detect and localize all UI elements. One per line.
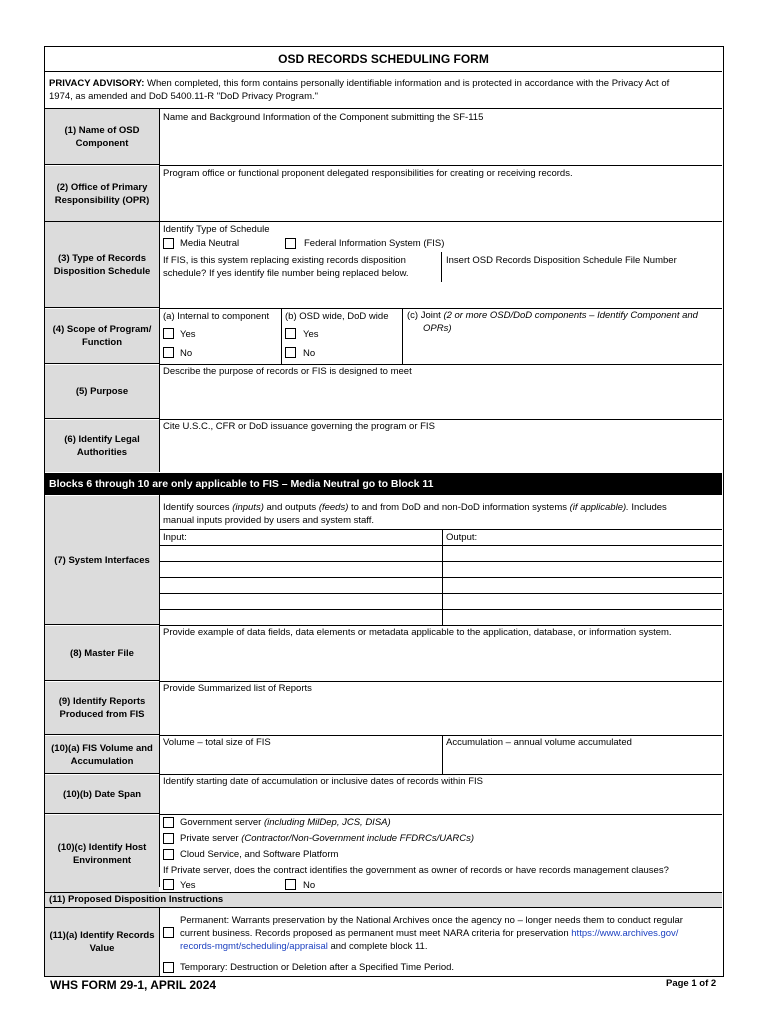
block5-label: (5) Purpose: [45, 365, 159, 419]
block8-input[interactable]: [163, 640, 718, 678]
block3-identify: Identify Type of Schedule: [163, 224, 270, 235]
block10c-label: (10)(c) Identify Host Environment: [45, 815, 159, 892]
nara-appraisal-link-part2[interactable]: records-mgmt/scheduling/appraisal: [180, 941, 328, 952]
osd-yes-checkbox[interactable]: [285, 328, 296, 339]
volume-label: Volume – total size of FIS: [163, 737, 271, 748]
privacy-line2: 1974, as amended and DoD 5400.11-R "DoD Privacy Program.": [49, 91, 319, 102]
block3-label: (3) Type of Records Disposition Schedule: [45, 222, 159, 308]
media-neutral-label: Media Neutral: [180, 238, 240, 249]
osd-no-checkbox[interactable]: [285, 347, 296, 358]
nara-appraisal-link-part1[interactable]: https://www.archives.gov/: [571, 928, 679, 939]
contract-no-checkbox[interactable]: [285, 879, 296, 890]
private-server-text: Private server: [180, 833, 239, 844]
media-neutral-checkbox[interactable]: [163, 238, 174, 249]
block4-label: (4) Scope of Program/ Function: [45, 309, 159, 364]
block8-label: (8) Master File: [45, 626, 159, 681]
fis-checkbox[interactable]: [285, 238, 296, 249]
block2-desc: Program office or functional proponent delegated responsibilities for creating or receiving records.: [163, 168, 573, 179]
fis-label: Federal Information System (FIS): [304, 238, 445, 249]
accumulation-label: Accumulation – annual volume accumulated: [446, 737, 632, 748]
replace-question-line2: schedule? If yes identify file number being replaced below.: [163, 268, 409, 279]
osd-yes-label: Yes: [303, 329, 319, 340]
block10a-label: (10)(a) FIS Volume and Accumulation: [45, 736, 159, 774]
input-column-header: Input:: [163, 532, 187, 543]
block9-input[interactable]: [163, 696, 718, 732]
disposition-bar: (11) Proposed Disposition Instructions: [45, 893, 722, 907]
block8-desc: Provide example of data fields, data elements or metadata applicable to the application, database, or information system.: [163, 627, 672, 638]
fis-notice-bar: Blocks 6 through 10 are only applicable to FIS – Media Neutral go to Block 11: [45, 473, 722, 495]
block9-label: (9) Identify Reports Produced from FIS: [45, 682, 159, 735]
private-server-question: If Private server, does the contract identifies the government as owner of records or have records management clauses?: [163, 865, 669, 876]
file-number-label: Insert OSD Records Disposition Schedule File Number: [446, 255, 677, 266]
cloud-checkbox[interactable]: [163, 849, 174, 860]
permanent-line3: and complete block 11.: [330, 941, 428, 952]
block7-desc: [163, 501, 719, 527]
private-server-checkbox[interactable]: [163, 833, 174, 844]
gov-server-text: Government server: [180, 817, 262, 828]
block6-desc: Cite U.S.C., CFR or DoD issuance governing the program or FIS: [163, 421, 435, 432]
output-column-header: Output:: [446, 532, 478, 543]
block10b-label: (10)(b) Date Span: [45, 775, 159, 814]
block1-input[interactable]: [163, 125, 718, 163]
block1-desc: Name and Background Information of the Component submitting the SF-115: [163, 112, 484, 123]
permanent-line2: current business. Records proposed as permanent must meet NARA criteria for preservation: [180, 928, 569, 939]
gov-server-label: [180, 816, 391, 829]
file-number-input[interactable]: [446, 269, 718, 305]
form-id: WHS FORM 29-1, APRIL 2024: [50, 978, 217, 992]
cloud-label: Cloud Service, and Software Platform: [180, 849, 339, 860]
b7-d6: (if applicable).: [569, 502, 629, 513]
b7-d2: (inputs): [232, 502, 264, 513]
contract-yes-label: Yes: [180, 880, 196, 891]
osd-no-label: No: [303, 348, 316, 359]
internal-yes-label: Yes: [180, 329, 196, 340]
block5-desc: Describe the purpose of records or FIS is designed to meet: [163, 366, 412, 377]
scope-internal-label: (a) Internal to component: [163, 311, 270, 322]
private-server-italic: (Contractor/Non-Government include FFDRCs/UARCs): [241, 833, 475, 844]
scope-joint-prefix: (c) Joint: [407, 310, 441, 321]
gov-server-checkbox[interactable]: [163, 817, 174, 828]
replace-question: [163, 254, 443, 280]
block10b-input[interactable]: [163, 789, 718, 811]
block10b-desc: Identify starting date of accumulation or inclusive dates of records within FIS: [163, 776, 483, 787]
replace-question-line1: If FIS, is this system replacing existing records disposition: [163, 255, 406, 266]
page-number: Page 1 of 2: [666, 978, 717, 989]
contract-no-label: No: [303, 880, 316, 891]
privacy-label: PRIVACY ADVISORY:: [49, 78, 145, 89]
gov-server-italic: (including MilDep, JCS, DISA): [263, 817, 391, 828]
b7-d4: (feeds): [318, 502, 349, 513]
permanent-text: [180, 914, 720, 953]
block1-label: (1) Name of OSD Component: [45, 109, 159, 165]
scope-joint-italic1: (2 or more OSD/DoD components – Identify Component and: [443, 310, 698, 321]
internal-no-checkbox[interactable]: [163, 347, 174, 358]
records-scheduling-form: [44, 46, 724, 977]
internal-yes-checkbox[interactable]: [163, 328, 174, 339]
form-title: OSD RECORDS SCHEDULING FORM: [278, 52, 489, 66]
scope-joint-label: [407, 309, 719, 335]
block7-label: (7) System Interfaces: [45, 496, 159, 625]
block2-label: (2) Office of Primary Responsibility (OPR): [45, 166, 159, 222]
permanent-checkbox[interactable]: [163, 927, 174, 938]
block6-label: (6) Identify Legal Authorities: [45, 420, 159, 472]
block6-input[interactable]: [163, 434, 718, 470]
temporary-label: Temporary: Destruction or Deletion after a Specified Time Period.: [180, 962, 455, 973]
b7-d1: Identify sources: [163, 502, 230, 513]
block2-input[interactable]: [163, 181, 718, 219]
temporary-checkbox[interactable]: [163, 962, 174, 973]
b7-d-line2: manual inputs provided by users and system staff.: [163, 515, 375, 526]
internal-no-label: No: [180, 348, 193, 359]
b7-d3: and outputs: [266, 502, 317, 513]
privacy-advisory: [49, 77, 719, 103]
block9-desc: Provide Summarized list of Reports: [163, 683, 312, 694]
privacy-line1: When completed, this form contains personally identifiable information and is protected in accordance with the Privacy Act of: [147, 78, 670, 89]
block5-input[interactable]: [163, 379, 718, 417]
scope-joint-italic2: OPRs): [423, 323, 452, 334]
block11a-label: (11)(a) Identify Records Value: [45, 908, 159, 976]
private-server-label: [180, 832, 474, 845]
b7-d7: Includes: [631, 502, 667, 513]
contract-yes-checkbox[interactable]: [163, 879, 174, 890]
scope-osd-label: (b) OSD wide, DoD wide: [285, 311, 389, 322]
b7-d5: to and from DoD and non-DoD information systems: [351, 502, 567, 513]
permanent-line1: Permanent: Warrants preservation by the National Archives once the agency no – longer needs them to conduct regular: [180, 915, 683, 926]
